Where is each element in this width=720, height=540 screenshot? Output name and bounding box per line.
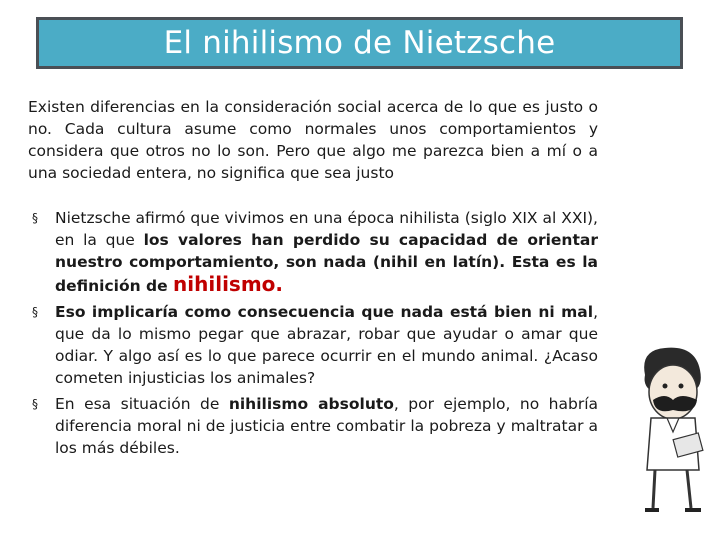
- nihilismo-highlight: nihilismo.: [173, 272, 284, 296]
- bullet-3-text-a: En esa situación de: [55, 395, 229, 413]
- nietzsche-caricature-image: [615, 340, 720, 520]
- head-shape: [649, 365, 697, 419]
- intro-paragraph: Existen diferencias en la consideración social acerca de lo que es justo o no. Cada cultura asume como normales unos comportamientos y considera que otros no lo son. Pero que algo me parezca bien a mí o a una sociedad entera, no significa que sea justo: [28, 98, 598, 182]
- bullet-3-text-b: , por ejemplo, no habría diferencia moral ni de justicia entre combatir la pobreza y maltratar a los más débiles.: [55, 395, 599, 457]
- bullet-1-text: Nietzsche afirmó que vivimos en una época nihilista (siglo XIX al XXI), en la que: [55, 209, 598, 249]
- bullet-item-3: [28, 393, 598, 459]
- bullet-2-bold-text: Eso implicaría como consecuencia que nada está bien ni mal: [55, 303, 594, 321]
- bullet-item-1: [28, 207, 598, 297]
- bullet-marker-icon: §: [32, 397, 38, 411]
- bullet-item-2: [28, 301, 598, 389]
- slide-title-banner: [36, 17, 683, 69]
- bullet-2-text: , que da lo mismo pegar que abrazar, robar que ayudar o amar que odiar. Y algo así es lo que parece ocurrir en el mundo animal. ¿Acaso cometen injusticias los animales?: [55, 303, 598, 387]
- slide-title: El nihilismo de Nietzsche: [163, 25, 556, 61]
- bullet-list: [28, 207, 598, 463]
- bullet-3-bold-text: nihilismo absoluto: [228, 395, 394, 413]
- bullet-marker-icon: §: [32, 211, 38, 225]
- bullet-marker-icon: §: [32, 305, 38, 319]
- bullet-1-bold-text: los valores han perdido su capacidad de orientar nuestro comportamiento, son nada (nihil en latín). Esta es la definición de: [55, 231, 598, 295]
